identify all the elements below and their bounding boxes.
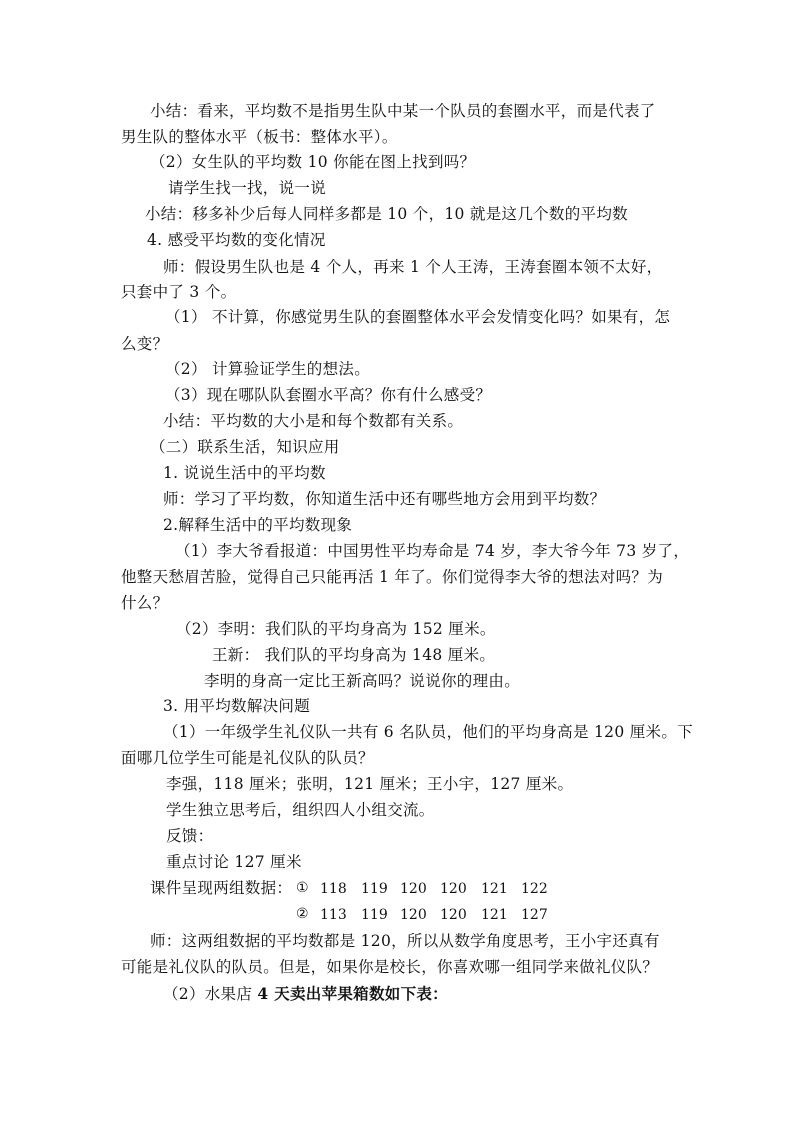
data-value: 121 <box>481 881 508 897</box>
text-line: 李强，118 厘米；张明，121 厘米；王小宇，127 厘米。 <box>166 775 574 793</box>
section-heading: （二）联系生活，知识应用 <box>150 438 340 456</box>
data-value: 127 <box>521 907 548 923</box>
text-line: 1. 说说生活中的平均数 <box>163 464 326 482</box>
text-line: 小结：平均数的大小是和每个数都有关系。 <box>163 412 464 430</box>
data-value: 122 <box>521 881 548 897</box>
text-line: （3）现在哪队队套圈水平高？你有什么感受？ <box>165 386 492 404</box>
text-line: 李明的身高一定比王新高吗？说说你的理由。 <box>204 672 521 690</box>
bold-text-fragment: 4 天卖出苹果箱数如下表： <box>257 984 448 1003</box>
data-value: 120 <box>400 881 427 897</box>
text-line: 课件呈现两组数据： <box>150 879 293 897</box>
data-value: 121 <box>481 907 508 923</box>
text-line: 王新： 我们队的平均身高为 148 厘米。 <box>212 646 496 664</box>
text-line: （2）女生队的平均数 10 你能在图上找到吗？ <box>150 153 476 171</box>
text-line: 学生独立思考后，组织四人小组交流。 <box>166 801 435 819</box>
text-line: （1） 不计算，你感觉男生队的套圈整体水平会发情变化吗？如果有，怎 <box>165 308 671 326</box>
data-value: 120 <box>440 907 467 923</box>
text-line: （1）一年级学生礼仪队一共有 6 名队员，他们的平均身高是 120 厘米。下 <box>163 723 693 741</box>
text-line: （2） 计算验证学生的想法。 <box>165 360 370 378</box>
data-value: 118 <box>320 881 347 897</box>
text-line: 男生队的整体水平（板书：整体水平）。 <box>121 128 398 146</box>
section-heading: 3. 用平均数解决问题 <box>163 697 311 715</box>
text-line: 师：假设男生队也是 4 个人，再来 1 个人王涛，王涛套圈本领不太好， <box>163 258 663 276</box>
text-line: 重点讨论 127 厘米 <box>166 853 302 871</box>
data-value: 119 <box>361 907 388 923</box>
text-line: （2）李明：我们队的平均身高为 152 厘米。 <box>176 620 496 638</box>
text-fragment: （2）水果店 <box>163 985 258 1003</box>
data-value: 120 <box>440 881 467 897</box>
text-line: 他整天愁眉苦脸，觉得自己只能再活 1 年了。你们觉得李大爷的想法对吗？为 <box>121 568 664 586</box>
data-group-label: ② <box>296 906 309 922</box>
text-line: 小结：移多补少后每人同样多都是 10 个，10 就是这几个数的平均数 <box>145 205 628 223</box>
data-value: 119 <box>361 881 388 897</box>
text-line: 2.解释生活中的平均数现象 <box>163 516 353 534</box>
text-line: 可能是礼仪队的队员。但是，如果你是校长，你喜欢哪一组同学来做礼仪队？ <box>121 958 659 976</box>
text-line: 师：这两组数据的平均数都是 120，所以从数学角度思考，王小宇还真有 <box>150 932 660 950</box>
text-line: 反馈： <box>166 827 214 845</box>
text-line: 小结：看来，平均数不是指男生队中某一个队员的套圈水平，而是代表了 <box>150 102 656 120</box>
text-line: 什么？ <box>121 594 169 612</box>
text-line: 只套中了 3 个。 <box>121 283 237 301</box>
text-line: 师：学习了平均数，你知道生活中还有哪些地方会用到平均数？ <box>163 490 606 508</box>
data-value: 120 <box>400 907 427 923</box>
text-line: 面哪几位学生可能是礼仪队的队员？ <box>121 749 374 767</box>
data-group-label: ① <box>296 880 309 896</box>
section-heading: 4. 感受平均数的变化情况 <box>147 231 326 249</box>
text-line <box>163 984 448 1004</box>
text-line: 么变？ <box>121 335 169 353</box>
data-value: 113 <box>320 907 347 923</box>
text-line: 请学生找一找，说一说 <box>168 179 327 197</box>
text-line: （1）李大爷看报道：中国男性平均寿命是 74 岁，李大爷今年 73 岁了， <box>175 542 690 560</box>
